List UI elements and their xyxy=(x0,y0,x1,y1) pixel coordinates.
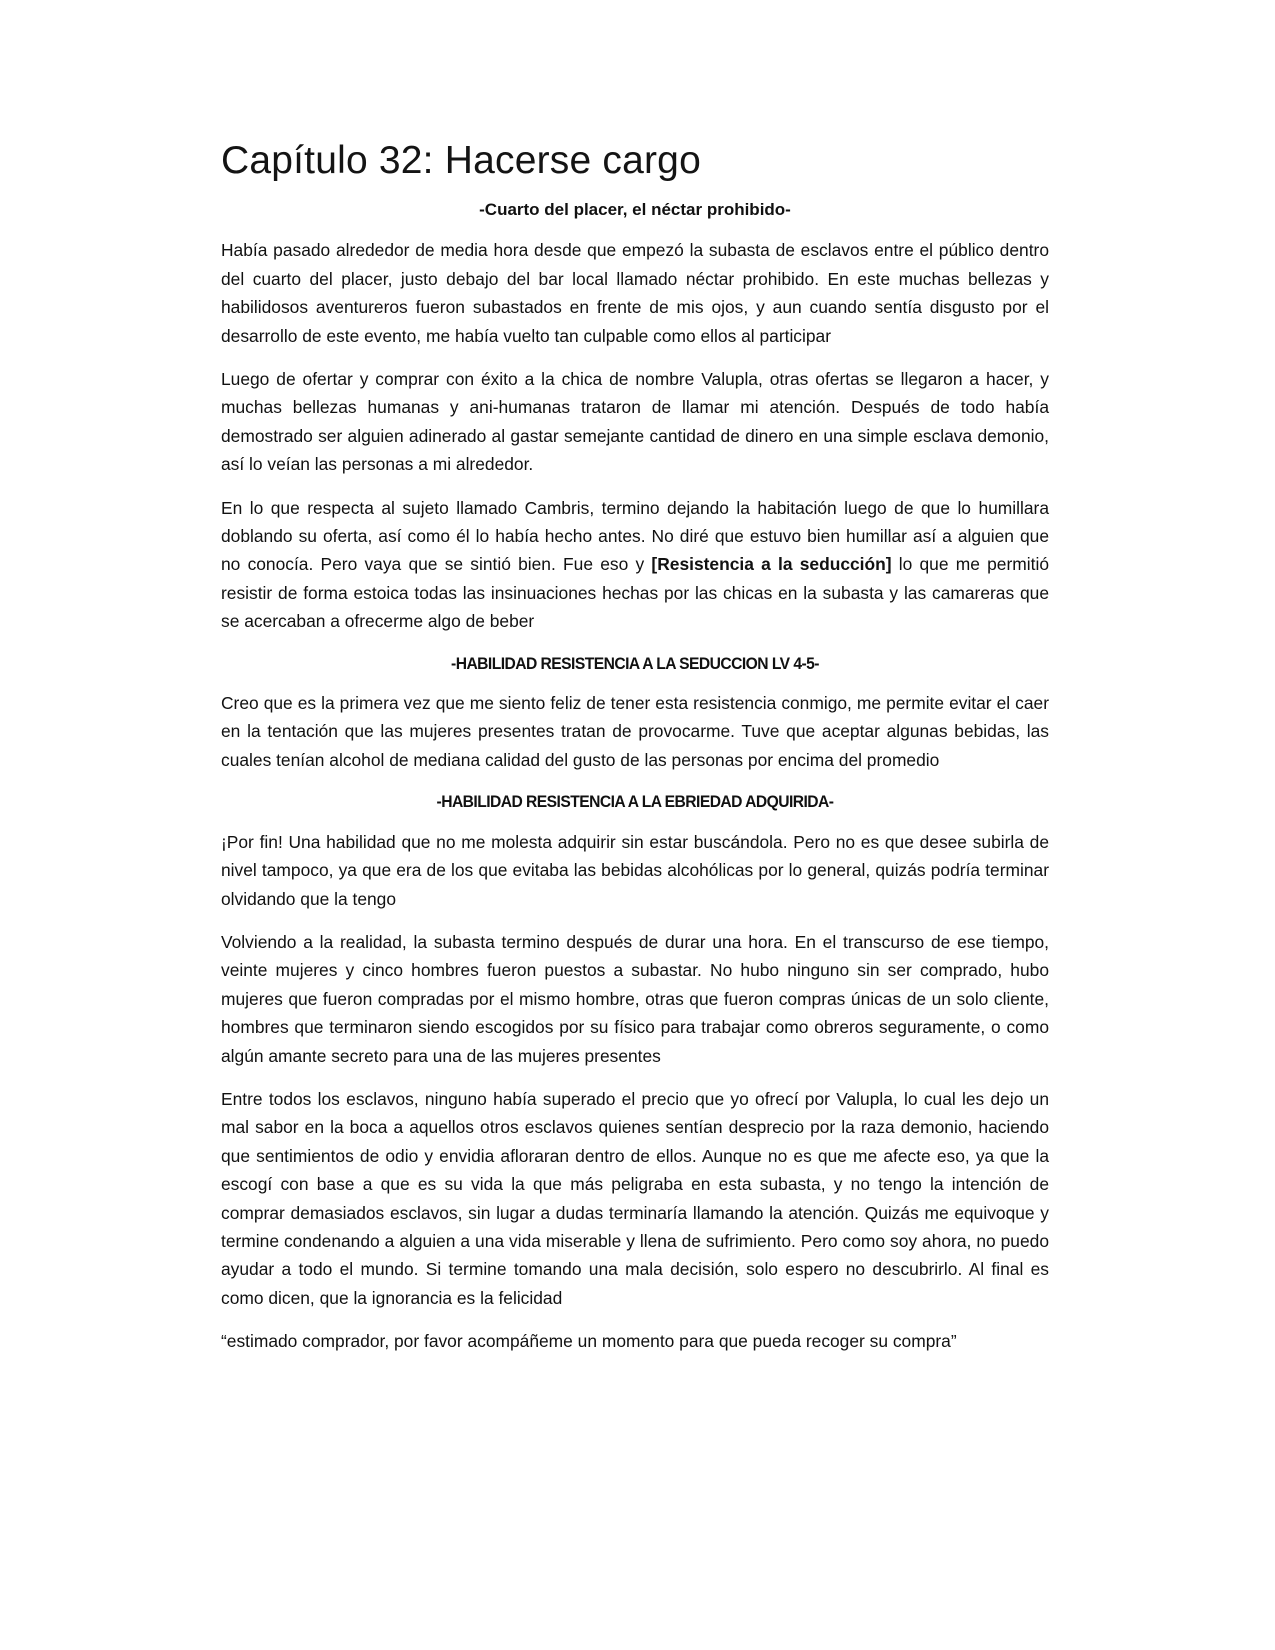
skill-heading-drunkenness: -HABILIDAD RESISTENCIA A LA EBRIEDAD ADQUIRIDA- xyxy=(436,792,834,812)
paragraph-1: Había pasado alrededor de media hora desde que empezó la subasta de esclavos entre el público dentro del cuarto del placer, justo debajo del bar local llamado néctar prohibido. En este muchas bellezas y habilidosos aventureros fueron subastados en frente de mis ojos, y aun cuando sentía disgusto por el desarrollo de este evento, me había vuelto tan culpable como ellos al participar xyxy=(221,240,1049,346)
paragraph-3-text-after: lo que me permitió resistir de forma estoica todas las insinuaciones hechas por las chicas en la subasta y las camareras que se acercaban a ofrecerme algo de beber xyxy=(221,554,1049,632)
paragraph-3 xyxy=(221,494,1049,636)
chapter-title: Capítulo 32: Hacerse cargo xyxy=(221,139,701,182)
document-page xyxy=(221,138,1049,1371)
paragraph-5: ¡Por fin! Una habilidad que no me molesta adquirir sin estar buscándola. Pero no es que desee subirla de nivel tampoco, ya que era de los que evitaba las bebidas alcohólicas por lo general, quizás podría terminar olvidando que la tengo xyxy=(221,831,1049,909)
paragraph-3-text-before: En lo que respecta al sujeto llamado Cambris, termino dejando la habitación luego de que lo humillara doblando su oferta, así como él lo había hecho antes. No diré que estuvo bien humillar así a alguien que no conocía. Pero vaya que se sintió bien. Fue eso y xyxy=(221,497,1049,575)
paragraph-6: Volviendo a la realidad, la subasta termino después de durar una hora. En el transcurso de ese tiempo, veinte mujeres y cinco hombres fueron puestos a subastar. No hubo ninguno sin ser comprado, hubo mujeres que fueron compradas por el mismo hombre, otras que fueron compras únicas de un solo cliente, hombres que terminaron siendo escogidos por su físico para trabajar como obreros seguramente, o como algún amante secreto para una de las mujeres presentes xyxy=(221,932,1049,1066)
paragraph-7: Entre todos los esclavos, ninguno había superado el precio que yo ofrecí por Valupla, lo cual les dejo un mal sabor en la boca a aquellos otros esclavos quienes sentían desprecio por la raza demonio, haciendo que sentimientos de odio y envidia afloraran dentro de ellos. Aunque no es que me afecte eso, ya que la escogí con base a que es su vida la que más peligraba en esta subasta, y no tengo la intención de comprar demasiados esclavos, sin lugar a dudas terminaría llamando la atención. Quizás me equivoque y termine condenando a alguien a una vida miserable y llena de sufrimiento. Pero como soy ahora, no puedo ayudar a todo el mundo. Si termine tomando una mala decisión, solo espero no descubrirlo. Al final es como dicen, que la ignorancia es la felicidad xyxy=(221,1089,1049,1308)
paragraph-2: Luego de ofertar y comprar con éxito a la chica de nombre Valupla, otras ofertas se llegaron a hacer, y muchas bellezas humanas y ani-humanas trataron de llamar mi atención. Después de todo había demostrado ser alguien adinerado al gastar semejante cantidad de dinero en una simple esclava demonio, así lo veían las personas a mi alrededor. xyxy=(221,368,1049,475)
scene-heading: -Cuarto del placer, el néctar prohibido- xyxy=(479,199,791,219)
paragraph-4: Creo que es la primera vez que me siento feliz de tener esta resistencia conmigo, me permite evitar el caer en la tentación que las mujeres presentes tratan de provocarme. Tuve que aceptar algunas bebidas, las cuales tenían alcohol de mediana calidad del gusto de las personas por encima del promedio xyxy=(221,693,1049,770)
paragraph-3-skill-name: [Resistencia a la seducción] xyxy=(651,554,892,575)
paragraph-8-dialogue: “estimado comprador, por favor acompáñeme un momento para que pueda recoger su compra” xyxy=(221,1331,957,1352)
skill-heading-seduction: -HABILIDAD RESISTENCIA A LA SEDUCCION LV 4-5- xyxy=(451,653,819,673)
